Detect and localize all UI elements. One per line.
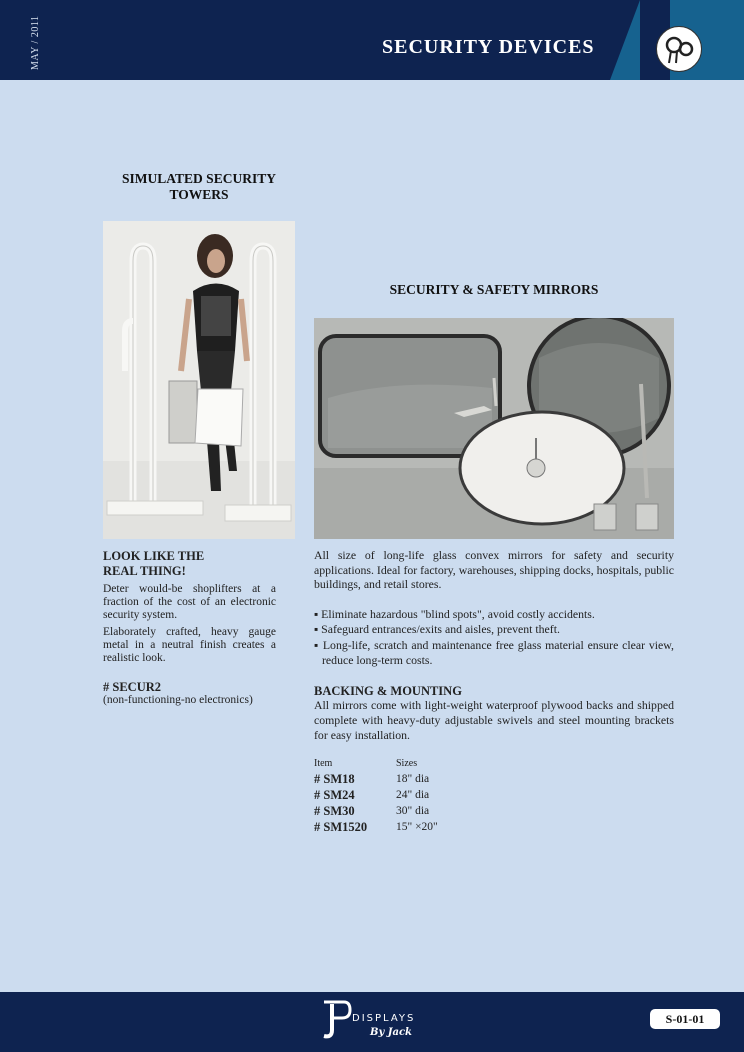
list-item	[314, 638, 674, 669]
item-code: # SM24	[314, 788, 355, 802]
bullet-icon: ▪	[314, 622, 322, 637]
towers-subheading-line2: REAL THING!	[103, 563, 186, 578]
towers-subheading-line1: LOOK LIKE THE	[103, 549, 205, 563]
mirrors-feature-list	[314, 607, 674, 669]
towers-heading	[100, 171, 298, 203]
bullet-text: Safeguard entrances/exits and aisles, prevent theft.	[321, 622, 560, 637]
item-size: 24" dia	[396, 789, 430, 801]
security-mirrors-photo	[314, 318, 674, 539]
header-sizes: Sizes	[396, 758, 418, 769]
page-header	[0, 0, 744, 80]
list-item	[314, 622, 674, 637]
table-header-row	[314, 758, 438, 772]
item-size: 18" dia	[396, 773, 430, 785]
brand-mark-icon	[318, 996, 352, 1042]
towers-item-code: # SECUR2	[103, 680, 161, 694]
page-code-badge: S-01-01	[650, 1009, 720, 1029]
page-title: SECURITY DEVICES	[382, 36, 595, 58]
towers-heading-line2: TOWERS	[169, 187, 229, 202]
issue-date: MAY / 2011	[30, 15, 41, 70]
item-code: # SM1520	[314, 820, 368, 834]
table-row	[314, 788, 438, 804]
towers-item-note: (non-functioning-no electronics)	[103, 694, 253, 706]
table-row	[314, 804, 438, 820]
handcuffs-icon	[656, 26, 702, 72]
list-item	[314, 607, 674, 622]
security-towers-photo	[103, 221, 295, 539]
bullet-icon: ▪	[314, 637, 323, 652]
brand-tagline: By Jack	[370, 1027, 412, 1038]
item-size: 15" ×20"	[396, 821, 438, 833]
header-accent	[610, 0, 640, 80]
towers-subheading	[103, 549, 293, 579]
item-code: # SM30	[314, 804, 355, 818]
table-row	[314, 820, 438, 836]
header-item: Item	[314, 758, 333, 769]
backing-heading: BACKING & MOUNTING	[314, 684, 462, 698]
towers-description-2: Elaborately crafted, heavy gauge metal in a neutral finish creates a realistic look.	[103, 626, 276, 664]
mirrors-heading: SECURITY & SAFETY MIRRORS	[389, 282, 599, 297]
towers-description-1: Deter would-be shoplifters at a fraction of the cost of an electronic security system.	[103, 583, 276, 621]
backing-description: All mirrors come with light-weight waterproof plywood backs and shipped complete with heavy-duty adjustable swivels and steel mounting brackets for easy installation.	[314, 698, 674, 742]
mirrors-intro: All size of long-life glass convex mirrors for safety and security applications. Ideal for factory, warehouses, shipping docks, hospitals, public buildings, and retail stores.	[314, 548, 674, 591]
bullet-icon: ▪	[314, 607, 322, 621]
table-row	[314, 772, 438, 788]
bullet-text: Eliminate hazardous "blind spots", avoid costly accidents.	[321, 607, 595, 621]
mirror-sizes-table	[314, 758, 438, 836]
item-size: 30" dia	[396, 805, 430, 817]
item-code: # SM18	[314, 772, 355, 786]
brand-name: DISPLAYS	[352, 1013, 416, 1024]
bullet-text: Long-life, scratch and maintenance free glass material ensure clear view, reduce long-term costs.	[322, 637, 674, 668]
brand-logo	[318, 996, 428, 1044]
towers-heading-line1: SIMULATED SECURITY	[122, 171, 276, 186]
